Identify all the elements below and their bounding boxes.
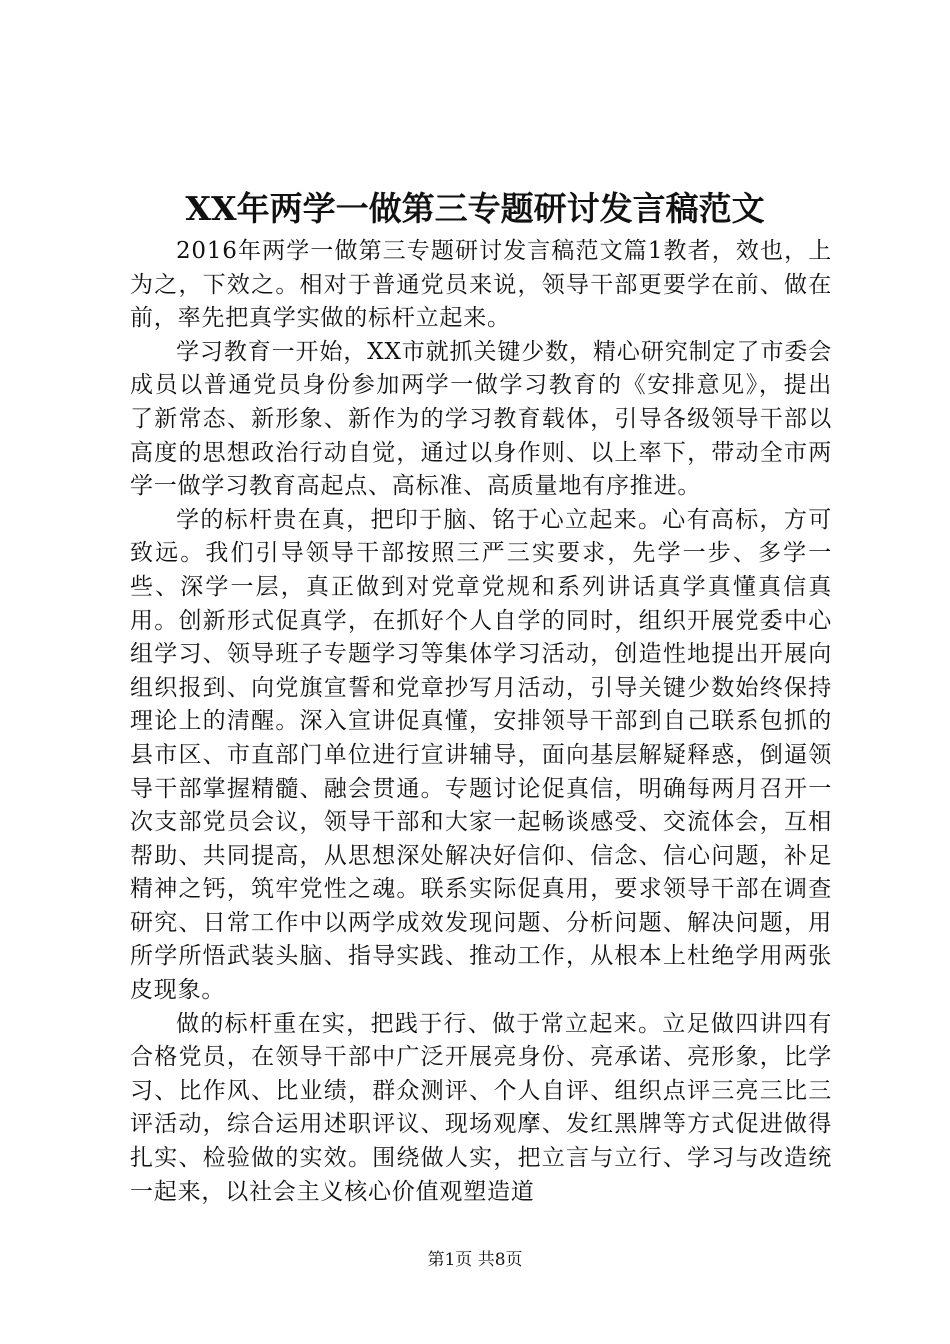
- page-number: 第1页: [427, 1250, 473, 1270]
- page-footer: [0, 1248, 950, 1272]
- paragraph-1: 2016年两学一做第三专题研讨发言稿范文篇1教者，效也，上为之，下效之。相对于普通党员来说，领导干部更要学在前、做在前，率先把真学实做的标杆立起来。: [130, 238, 832, 332]
- page-total: 共8页: [477, 1250, 523, 1270]
- paragraph-3: 学的标杆贵在真，把印于脑、铭于心立起来。心有高标，方可致远。我们引导领导干部按照三严三实要求，先学一步、多学一些、深学一层，真正做到对党章党规和系列讲话真学真懂真信真用。创新形式促真学，在抓好个人自学的同时，组织开展党委中心组学习、领导班子专题学习等集体学习活动，创造性地提出开展向组织报到、向党旗宣誓和党章抄写月活动，引导关键少数始终保持理论上的清醒。深入宣讲促真懂，安排领导干部到自己联系包抓的县市区、市直部门单位进行宣讲辅导，面向基层解疑释惑，倒逼领导干部掌握精髓、融会贯通。专题讨论促真信，明确每两月召开一次支部党员会议，领导干部和大家一起畅谈感受、交流体会，互相帮助、共同提高，从思想深处解决好信仰、信念、信心问题，补足精神之钙，筑牢党性之魂。联系实际促真用，要求领导干部在调查研究、日常工作中以两学成效发现问题、分析问题、解决问题，用所学所悟武装头脑、指导实践、推动工作，从根本上杜绝学用两张皮现象。: [130, 506, 832, 1004]
- paragraph-2: 学习教育一开始，XX市就抓关键少数，精心研究制定了市委会成员以普通党员身份参加两学一做学习教育的《安排意见》，提出了新常态、新形象、新作为的学习教育载体，引导各级领导干部以高度的思想政治行动自觉，通过以身作则、以上率下，带动全市两学一做学习教育高起点、高标准、高质量地有序推进。: [130, 338, 832, 500]
- document-body: [130, 235, 832, 1209]
- paragraph-4: 做的标杆重在实，把践于行、做于常立起来。立足做四讲四有合格党员，在领导干部中广泛开展亮身份、亮承诺、亮形象，比学习、比作风、比业绩，群众测评、个人自评、组织点评三亮三比三评活动，综合运用述职评议、现场观摩、发红黑牌等方式促进做得扎实、检验做的实效。围绕做人实，把立言与立行、学习与改造统一起来，以社会主义核心价值观塑造道: [130, 1010, 832, 1205]
- document-title: XX年两学一做第三专题研讨发言稿范文: [185, 189, 765, 228]
